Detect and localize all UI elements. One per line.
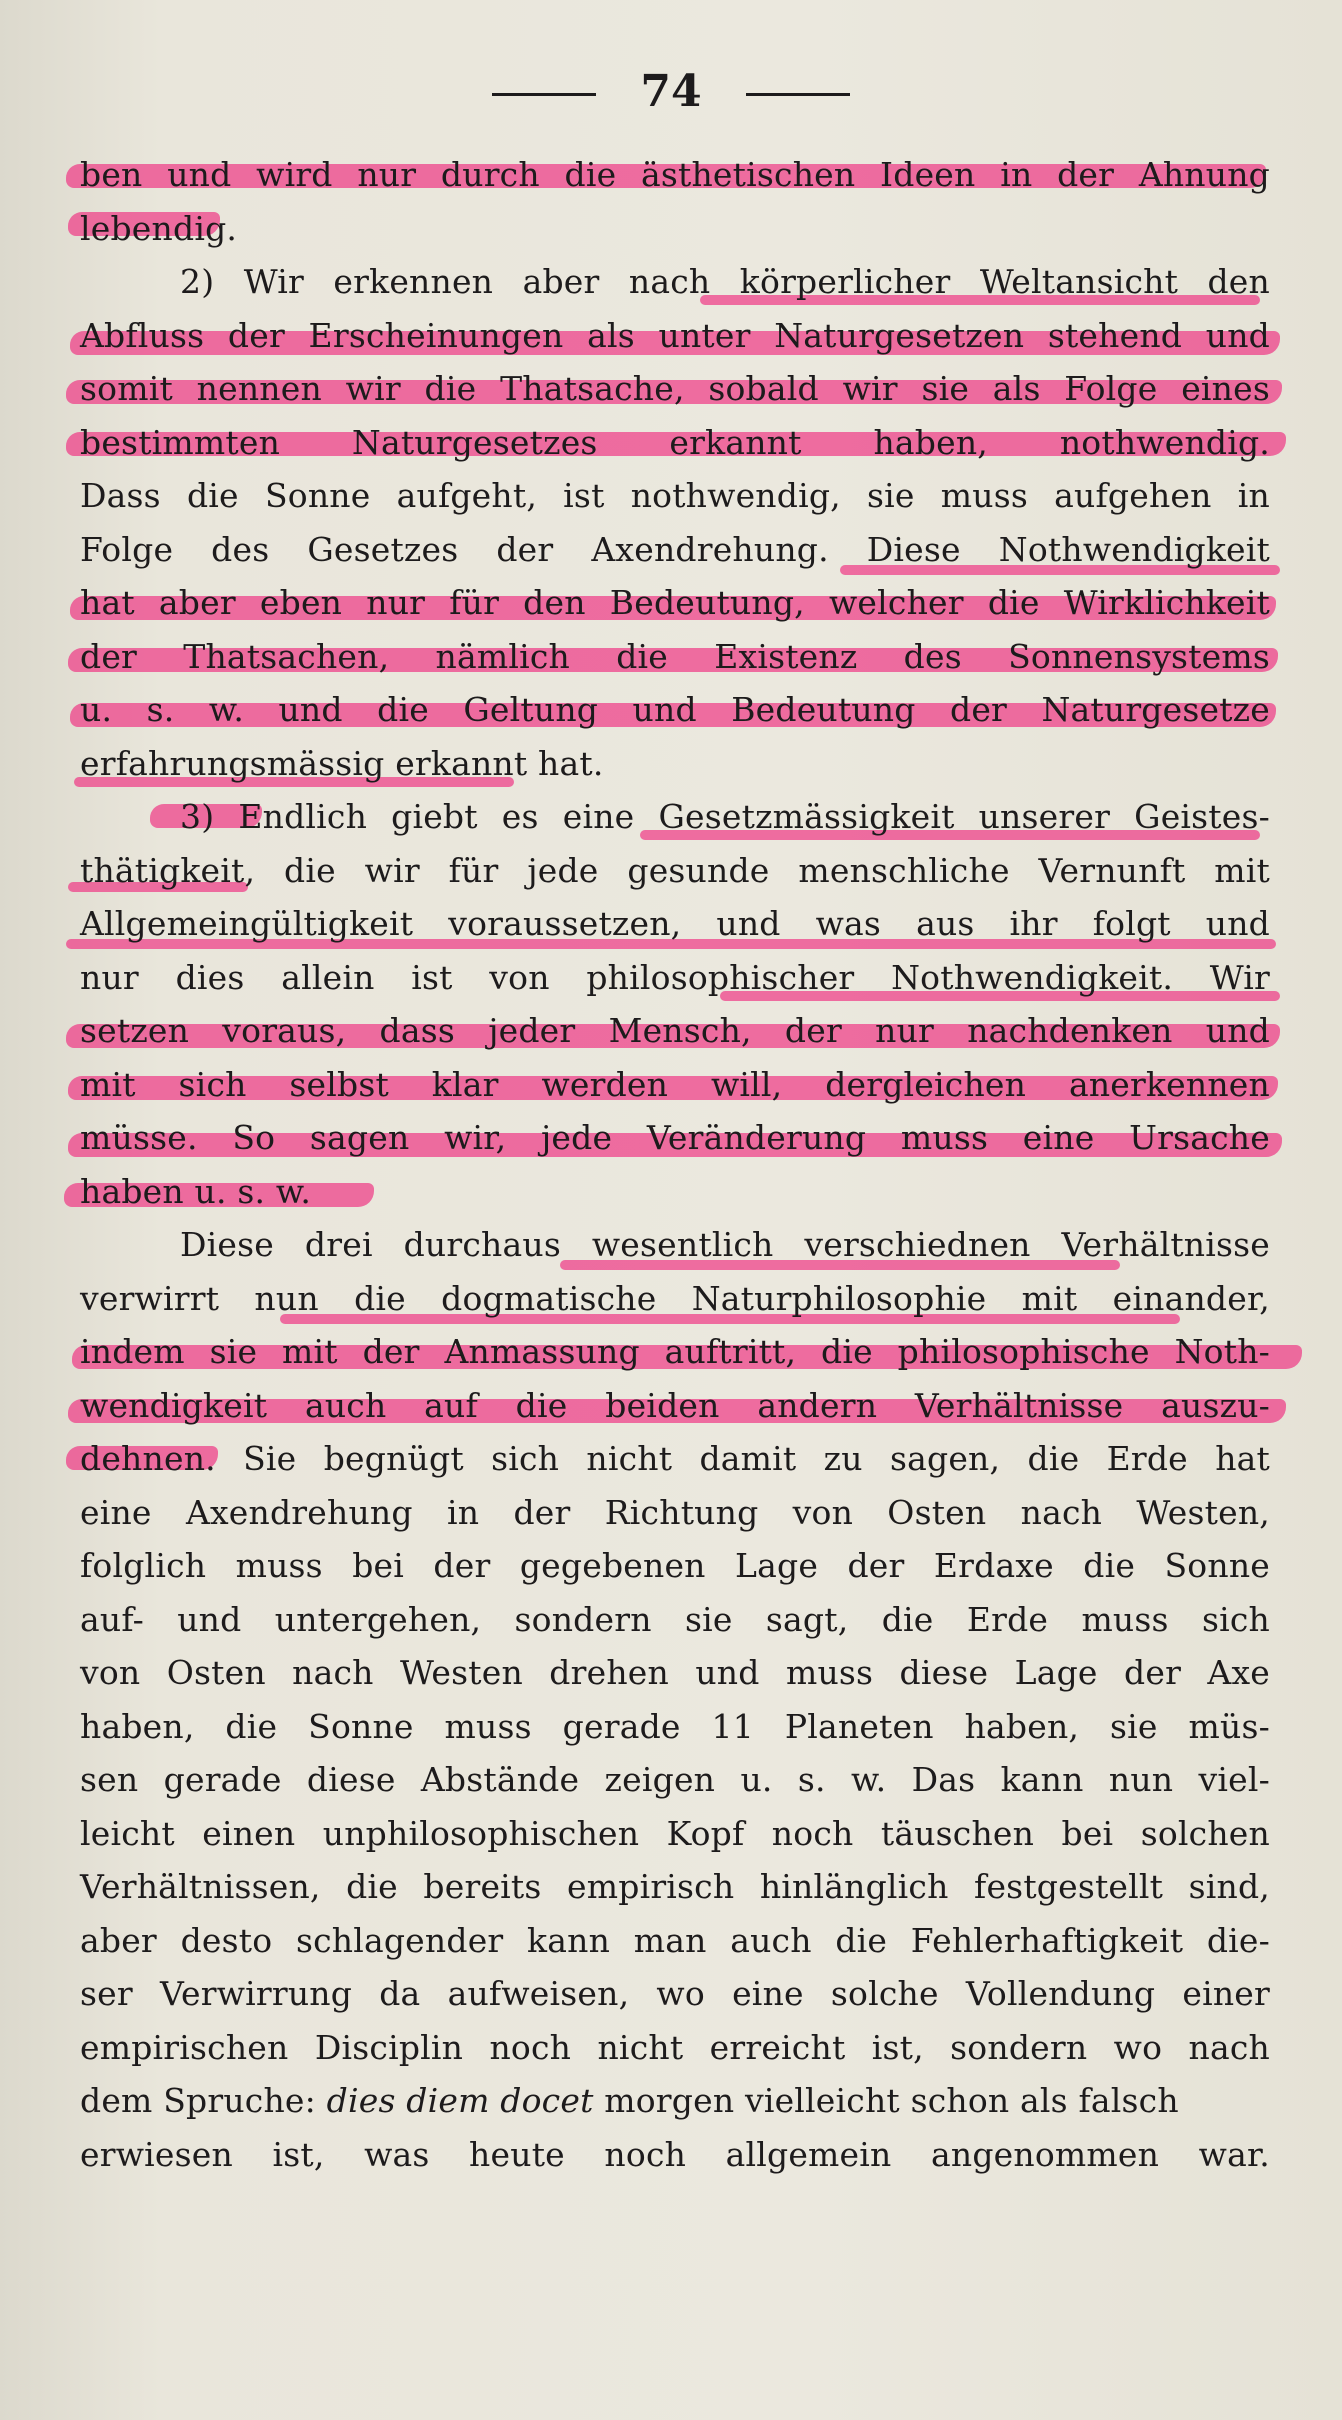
latin-quote: dies diem docet [326,2081,594,2120]
text-line: thätigkeit, die wir für jede gesunde menschliche Vernunft mit [80,844,1270,898]
text-line: empirischen Disciplin noch nicht erreicht ist, sondern wo nach [80,2027,1270,2067]
text-line: u. s. w. und die Geltung und Bedeutung der Naturgesetze [80,683,1270,737]
page-number-header [0,62,1342,122]
text-line: leicht einen unphilosophischen Kopf noch täuschen bei solchen [80,1813,1270,1853]
text-line: Dass die Sonne aufgeht, ist nothwendig, sie muss aufgehen in [80,476,1270,515]
text-line: verwirrt nun die dogmatische Naturphilosophie mit einander, [80,1272,1270,1326]
text-line: sen gerade diese Abstände zeigen u. s. w. Das kann nun viel- [80,1760,1270,1799]
header-rule-right [746,93,850,96]
text-line: lebendig. [80,202,1270,256]
text-line: Abfluss der Erscheinungen als unter Naturgesetzen stehend und [80,309,1270,363]
text-line: nur dies allein ist von philosophischer Nothwendigkeit. Wir [80,951,1270,1005]
text-line: ser Verwirrung da aufweisen, wo eine solche Vollendung einer [80,1974,1270,2013]
text-line: 3) Endlich giebt es eine Gesetzmässigkeit unserer Geistes- [80,790,1270,844]
text-line: eine Axendrehung in der Richtung von Osten nach Westen, [80,1492,1270,1532]
text-line: hat aber eben nur für den Bedeutung, welcher die Wirklichkeit [80,576,1270,630]
text-line: Folge des Gesetzes der Axendrehung. Diese Nothwendigkeit [80,523,1270,577]
text-line: erwiesen ist, was heute noch allgemein angenommen war. [80,2134,1270,2174]
text-line: setzen voraus, dass jeder Mensch, der nur nachdenken und [80,1004,1270,1058]
text-line: mit sich selbst klar werden will, dergleichen anerkennen [80,1058,1270,1112]
text-line: indem sie mit der Anmassung auftritt, die philosophische Noth- [80,1325,1270,1379]
line-text: morgen vielleicht schon als falsch [593,2081,1179,2120]
text-line: Allgemeingültigkeit voraussetzen, und was aus ihr folgt und [80,897,1270,951]
text-line: von Osten nach Westen drehen und muss diese Lage der Axe [80,1653,1270,1692]
text-line: ben und wird nur durch die ästhetischen Ideen in der Ahnung [80,148,1270,202]
text-line: müsse. So sagen wir, jede Veränderung muss eine Ursache [80,1111,1270,1165]
text-line: dehnen. Sie begnügt sich nicht damit zu sagen, die Erde hat [80,1432,1270,1486]
text-line: der Thatsachen, nämlich die Existenz des Sonnensystems [80,630,1270,684]
text-line [80,2074,1270,2128]
text-line: somit nennen wir die Thatsache, sobald wir sie als Folge eines [80,362,1270,416]
text-line: haben u. s. w. [80,1165,1270,1219]
text-line: wendigkeit auch auf die beiden andern Verhältnisse auszu- [80,1379,1270,1433]
text-line: folglich muss bei der gegebenen Lage der Erdaxe die Sonne [80,1546,1270,1585]
text-line: erfahrungsmässig erkannt hat. [80,737,1270,791]
text-line: 2) Wir erkennen aber nach körperlicher Weltansicht den [80,255,1270,309]
page-body [80,148,1270,2181]
text-line: Diese drei durchaus wesentlich verschiednen Verhältnisse [80,1218,1270,1272]
page-number: 74 [640,66,702,117]
line-text: dem Spruche: [80,2081,327,2120]
text-line: auf- und untergehen, sondern sie sagt, die Erde muss sich [80,1599,1270,1639]
text-line: bestimmten Naturgesetzes erkannt haben, nothwendig. [80,416,1270,470]
text-line: Verhältnissen, die bereits empirisch hinlänglich festgestellt sind, [80,1867,1270,1906]
header-rule-left [492,93,596,96]
text-line: haben, die Sonne muss gerade 11 Planeten haben, sie müs- [80,1706,1270,1746]
text-line: aber desto schlagender kann man auch die Fehlerhaftigkeit die- [80,1920,1270,1960]
